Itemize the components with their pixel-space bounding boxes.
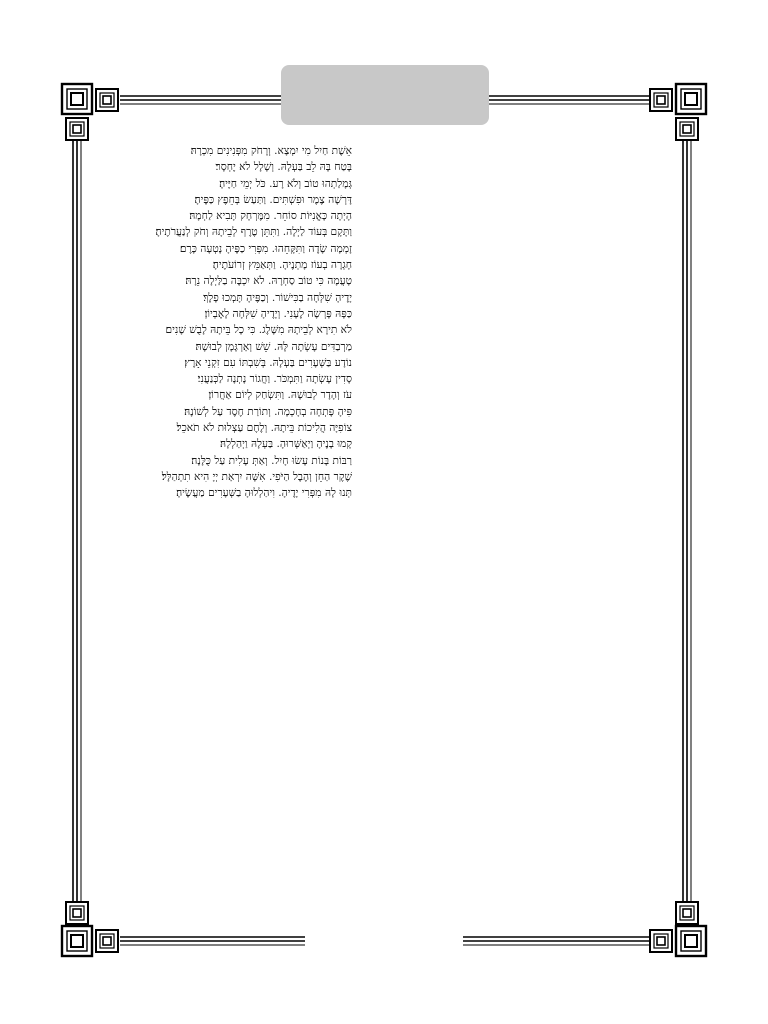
poem-line: מַרְבַדִּים עָשְׂתָה לָּהּ. שֵׁשׁ וְאַרְגָּמָן לְבוּשָׁהּ׃ [195, 340, 352, 353]
poem-line: חָגְרָה בְעוֹז מָתְנֶיהָ. וַתְּאַמֵּץ זְרוֹעֹתֶיהָ׃ [212, 259, 352, 272]
corner-ornament-bottom-right [650, 902, 706, 956]
poem-line: הָיְתָה כָּאֳנִיּוֹת סוֹחֵר. מִמֶּרְחָק תָּבִיא לַחְמָהּ׃ [189, 210, 352, 223]
corner-ornament-top-left [62, 84, 118, 140]
poem-line: פִּיהָ פָּתְחָה בְחָכְמָה. וְתוֹרַת חֶסֶד עַל לְשׁוֹנָהּ׃ [184, 405, 352, 418]
poem-line: נוֹדָע בַּשְּׁעָרִים בַּעְלָהּ. בְּשִׁבְתּוֹ עִם זִקְנֵי אָרֶץ׃ [184, 356, 352, 369]
corner-ornament-top-right [650, 84, 706, 140]
poem-line: צוֹפִיָּה הֲלִיכוֹת בֵּיתָהּ. וְלֶחֶם עַצְלוּת לֹא תֹאכֵל׃ [176, 422, 352, 435]
poem-text [100, 143, 352, 502]
header-tab [281, 65, 489, 125]
poem-line: תְּנוּ לָהּ מִפְּרִי יָדֶיהָ. וִיהַלְלוּהָ בַשְּׁעָרִים מַעֲשֶׂיהָ׃ [176, 487, 352, 500]
poem-line: גְּמָלַתְהוּ טוֹב וְלֹא רָע. כֹּל יְמֵי חַיֶּיהָ׃ [219, 177, 352, 190]
poem-line: עֹז וְהָדָר לְבוּשָׁהּ. וַתִּשְׂחַק לְיוֹם אַחֲרוֹן׃ [208, 389, 352, 402]
corner-ornament-bottom-left [62, 902, 118, 956]
poem-line: סָדִין עָשְׂתָה וַתִּמְכֹּר. וַחֲגוֹר נָתְנָה לַכְּנַעֲנִי׃ [197, 373, 352, 386]
poem-line: לֹא תִירָא לְבֵיתָהּ מִשָּׁלֶג. כִּי כָל בֵּיתָהּ לָבֻשׁ שָׁנִים׃ [165, 324, 352, 337]
poem-line: שֶׁקֶר הַחֵן וְהֶבֶל הַיֹּפִי. אִשָּׁה יִרְאַת יְיָ הִיא תִתְהַלָּל׃ [161, 470, 352, 483]
poem-line: כַּפָּהּ פָּרְשָׂה לֶעָנִי. וְיָדֶיהָ שִׁלְּחָה לָאֶבְיוֹן׃ [204, 307, 352, 320]
poem-line: זָמְמָה שָׂדֶה וַתִּקָּחֵהוּ. מִפְּרִי כַפֶּיהָ נָטְעָה כָּרֶם׃ [179, 242, 352, 255]
poem-line: קָמוּ בָנֶיהָ וַיְאַשְּׁרוּהָ. בַּעְלָהּ וַיְהַלְלָהּ׃ [219, 438, 352, 451]
poem-line: דָּרְשָׁה צֶמֶר וּפִשְׁתִּים. וַתַּעַשׂ בְּחֵפֶץ כַּפֶּיהָ׃ [194, 193, 352, 206]
poem-line: וַתָּקָם בְּעוֹד לַיְלָה. וַתִּתֵּן טֶרֶף לְבֵיתָהּ וְחֹק לְנַעֲרֹתֶיהָ׃ [155, 226, 352, 239]
poem-line: בָּטַח בָּהּ לֵב בַּעְלָהּ. וְשָׁלָל לֹא יֶחְסָר׃ [215, 161, 352, 174]
poem-line: יָדֶיהָ שִׁלְּחָה בַכִּישׁוֹר. וְכַפֶּיהָ תָּמְכוּ פָלֶךְ׃ [203, 291, 352, 304]
poem-line: טָעֲמָה כִּי טוֹב סַחְרָהּ. לֹא יִכְבֶּה בַלַּיְלָה נֵרָהּ׃ [185, 275, 352, 288]
poem-line: אֵשֶׁת חַיִל מִי יִמְצָא. וְרָחֹק מִפְּנִינִים מִכְרָהּ׃ [190, 145, 352, 157]
poem-line: רַבּוֹת בָּנוֹת עָשׂוּ חָיִל. וְאַתְּ עָלִית עַל כֻּלָּנָה׃ [191, 454, 352, 467]
